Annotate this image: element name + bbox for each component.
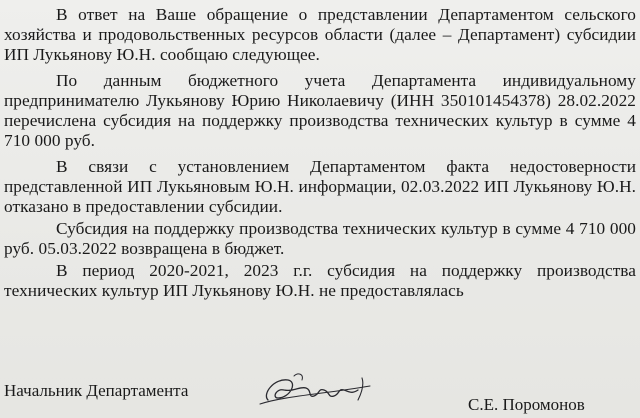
paragraph-refund: Субсидия на поддержку производства технических культур в сумме 4 710 000 руб. 05.03.2022 возвращена в бюджет. xyxy=(4,219,636,258)
signature-block xyxy=(0,364,640,418)
paragraph-period: В период 2020-2021, 2023 г.г. субсидия на поддержку производства технических культур ИП Лукьянову Ю.Н. не предоставлялась xyxy=(4,261,636,300)
signatory-name: С.Е. Поромонов xyxy=(468,395,585,414)
paragraph-intro: В ответ на Ваше обращение о представлении Департаментом сельского хозяйства и продовольственных ресурсов области (далее – Департамент) субсидии ИП Лукьянову Ю.Н. сообщаю следующее. xyxy=(4,5,636,64)
signatory-position: Начальник Департамента xyxy=(4,381,189,400)
handwritten-signature xyxy=(254,364,376,412)
paragraph-budget-accounting: По данным бюджетного учета Департамента индивидуальному предпринимателю Лукьянову Юрию Николаевичу (ИНН 350101454378) 28.02.2022 перечислена субсидия на поддержку производства технических культур в сумме 4 710 000 руб. xyxy=(4,71,636,150)
paragraph-refusal: В связи с установлением Департаментом факта недостоверности представленной ИП Лукьяновым Ю.Н. информации, 02.03.2022 ИП Лукьянову Ю.Н. отказано в предоставлении субсидии. xyxy=(4,157,636,216)
